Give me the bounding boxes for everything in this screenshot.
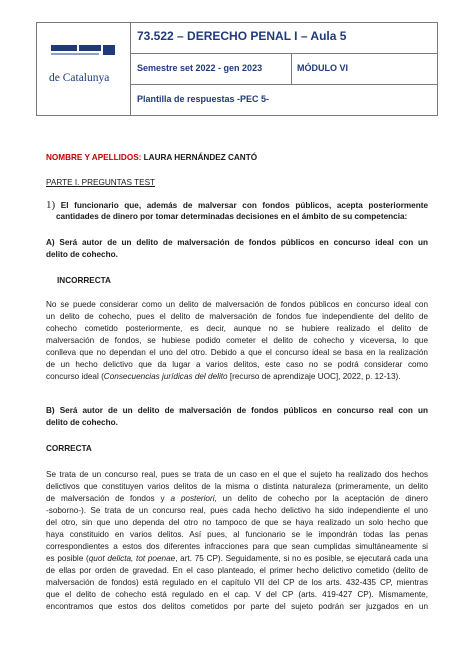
question-line-2: cantidades de dinero por tomar determinadas decisiones en el ámbito de su competencia:	[56, 212, 408, 221]
course-title: 73.522 – DERECHO PENAL I – Aula 5	[137, 29, 347, 43]
option-b-line-2: delito de cohecho.	[46, 418, 118, 427]
option-a-line-2: delito de cohecho.	[46, 250, 118, 259]
student-name: LAURA HERNÁNDEZ CANTÓ	[143, 153, 258, 162]
option-a-body-line: de un hecho delictivo que da lugar a varios delitos, este caso no se podrá considerar como	[46, 360, 428, 369]
header-row-course	[131, 23, 437, 54]
header-table	[36, 22, 438, 116]
option-b-body-line: es posible (quot delicta, tot poenae, art. 75 CP). Seguidamente, si no es posible, se ejecutará cada una	[46, 554, 428, 563]
university-logo	[37, 23, 131, 115]
option-a-line-1: A) Será autor de un delito de malversación de fondos públicos en concurso ideal con un	[46, 238, 428, 247]
question-line-1: 1) El funcionario que, además de malversar con fondos públicos, acepta posteriormente	[46, 199, 429, 211]
option-a-verdict: INCORRECTA	[57, 276, 111, 285]
option-b-line-1: B) Será autor de un delito de malversación de fondos públicos en concurso real con un	[46, 406, 428, 415]
part-title: PARTE I. PREGUNTAS TEST	[46, 178, 156, 187]
option-b-body-line: que el delito de cohecho está regulado en el cap. V del CP (arts. 419-427 CP). Mismamente,	[46, 590, 428, 599]
header-row-semester	[131, 54, 437, 85]
cell-divider	[291, 54, 292, 84]
logo-text: de Catalunya	[49, 72, 110, 84]
option-b-body-line: -soborno-). Se trata de un concurso real, pues cada hecho delictivo ha sido independiente el uno	[46, 506, 428, 515]
option-b-body-line: encontramos que estos dos delitos cometidos por parte del sujeto podrán ser juzgados en un	[46, 602, 428, 611]
header-row-template	[131, 85, 437, 115]
option-b-body-line: Se trata de un concurso real, pues se trata de un caso en el que el sujeto ha realizado dos hechos	[46, 470, 428, 479]
option-b-body-line: de malversación de fondos y a posteriori, un delito de cohecho por la aceptación de dinero	[46, 494, 428, 503]
question-number: 1)	[46, 199, 56, 211]
student-line	[46, 153, 257, 163]
option-a-body-line: conlleva que no dependan el uno del otro. Debido a que el concurso ideal se basa en la realización	[46, 348, 428, 357]
option-b-body-line: correspondientes a estos dos diferentes infracciones para que sean cumplidas simultáneamente si	[46, 542, 428, 551]
option-a-body-line: No se puede considerar como un delito de malversación de fondos públicos en concurso ideal con	[46, 300, 428, 309]
option-b-body-line: del otro, sin que uno dependa del otro no tampoco de que se haya realizado un solo hecho que	[46, 518, 428, 527]
student-label: NOMBRE Y APELLIDOS:	[46, 153, 142, 162]
option-b-body-line: haya constituido en varios delitos. Así pues, al funcionario se le impondrán todas las penas	[46, 530, 428, 539]
option-a-body-line: un delito de cohecho, pues el delito de malversación de fondos fue independiente del delito de	[46, 312, 428, 321]
option-a-body-line: malversación de fondos, se hubiese podido cometer el delito de cohecho y viceversa, lo que	[46, 336, 428, 345]
option-b-body-line: malversación de fondos) está regulado en el capítulo VII del CP de los arts. 432-435 CP, mientras	[46, 578, 428, 587]
logo-mark-icon	[49, 43, 119, 59]
option-b-verdict: CORRECTA	[46, 444, 92, 453]
option-a-body-line: cohecho cometido posteriormente, es decir, aunque no se hubiere realizado el delito de	[46, 324, 428, 333]
option-b-body-line: de ellas por orden de gravedad. En el caso planteado, el primer hecho delictivo cometido (delito de	[46, 566, 428, 575]
module-label: MÓDULO VI	[297, 63, 348, 73]
citation-source-title: Consecuencias jurídicas del delito	[103, 372, 228, 381]
option-b-body-line: delictivos que constituyen varios delitos de la misma o distinta naturaleza (primeramente, un delito	[46, 482, 428, 491]
option-a-citation: concurso ideal (Consecuencias jurídicas del delito [recurso de aprendizaje UOC], 2022, p. 12-13).	[46, 372, 401, 381]
semester-label: Semestre set 2022 - gen 2023	[137, 63, 263, 73]
template-title: Plantilla de respuestas -PEC 5-	[137, 94, 270, 104]
